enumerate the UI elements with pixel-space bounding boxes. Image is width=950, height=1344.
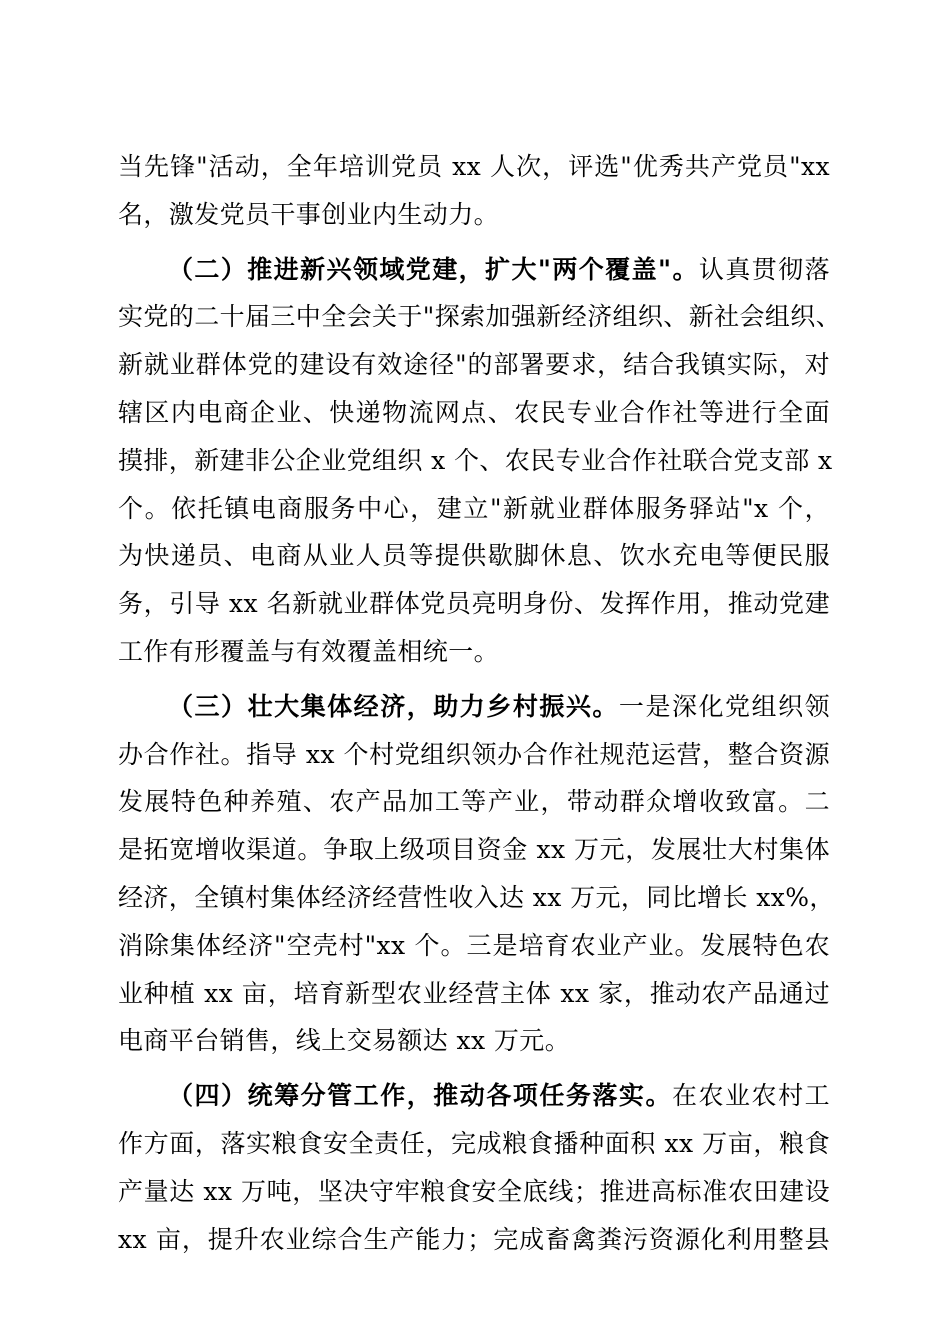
text-run: 认真贯彻落 [698,254,830,284]
text-line: 工作有形覆盖与有效覆盖相统一。 [118,636,500,666]
text-line: 新就业群体党的建设有效途径"的部署要求，结合我镇实际，对 [118,350,830,380]
paragraph-first-line [118,1072,830,1120]
text-line: 为快递员、电商从业人员等提供歇脚休息、饮水充电等便民服 [118,541,830,571]
text-run: 在农业农村工 [671,1081,830,1111]
text-line: 电商平台销售，线上交易额达 xx 万元。 [118,1026,571,1056]
text-line: 消除集体经济"空壳村"xx 个。三是培育农业产业。发展特色农 [118,930,830,960]
text-line: 是拓宽增收渠道。争取上级项目资金 xx 万元，发展壮大村集体 [118,835,830,865]
text-line: 业种植 xx 亩，培育新型农业经营主体 xx 家，推动农产品通过 [118,978,830,1008]
paragraph-gap [118,1065,830,1072]
text-line: 经济，全镇村集体经济经营性收入达 xx 万元，同比增长 xx%， [118,882,835,912]
section-heading: （四）统筹分管工作，推动各项任务落实。 [168,1081,672,1111]
text-line: 发展特色种养殖、农产品加工等产业，带动群众增收致富。二 [118,787,830,817]
text-line: 名，激发党员干事创业内生动力。 [118,199,500,229]
document-page [118,143,842,1263]
section-heading: （三）壮大集体经济，助力乡村振兴。 [168,691,619,721]
text-line: 实党的二十届三中全会关于"探索加强新经济组织、新社会组织、 [118,302,842,332]
text-line: xx 亩，提升农业综合生产能力；完成畜禽粪污资源化利用整县 [118,1224,830,1254]
text-line: 当先锋"活动，全年培训党员 xx 人次，评选"优秀共产党员"xx [118,152,830,181]
text-line: 辖区内电商企业、快递物流网点、农民专业合作社等进行全面 [118,397,830,427]
paragraph-gap [118,676,830,683]
text-line: 作方面，落实粮食安全责任，完成粮食播种面积 xx 万亩，粮食 [118,1128,830,1158]
section-heading: （二）推进新兴领域党建，扩大"两个覆盖"。 [168,254,699,284]
text-line: 摸排，新建非公企业党组织 x 个、农民专业合作社联合党支部 x [118,445,833,475]
text-run: 一是深化党组织领 [618,691,830,721]
text-line: 产量达 xx 万吨，坚决守牢粮食安全底线；推进高标准农田建设 [118,1176,830,1206]
text-line: 办合作社。指导 xx 个村党组织领办合作社规范运营，整合资源 [118,739,830,769]
text-line: 务，引导 xx 名新就业群体党员亮明身份、发挥作用，推动党建 [118,589,830,619]
paragraph-first-line [118,246,830,294]
text-line: 个。依托镇电商服务中心，建立"新就业群体服务驿站"x 个， [118,493,830,523]
paragraph-first-line [118,683,830,731]
paragraph-gap [118,239,830,246]
